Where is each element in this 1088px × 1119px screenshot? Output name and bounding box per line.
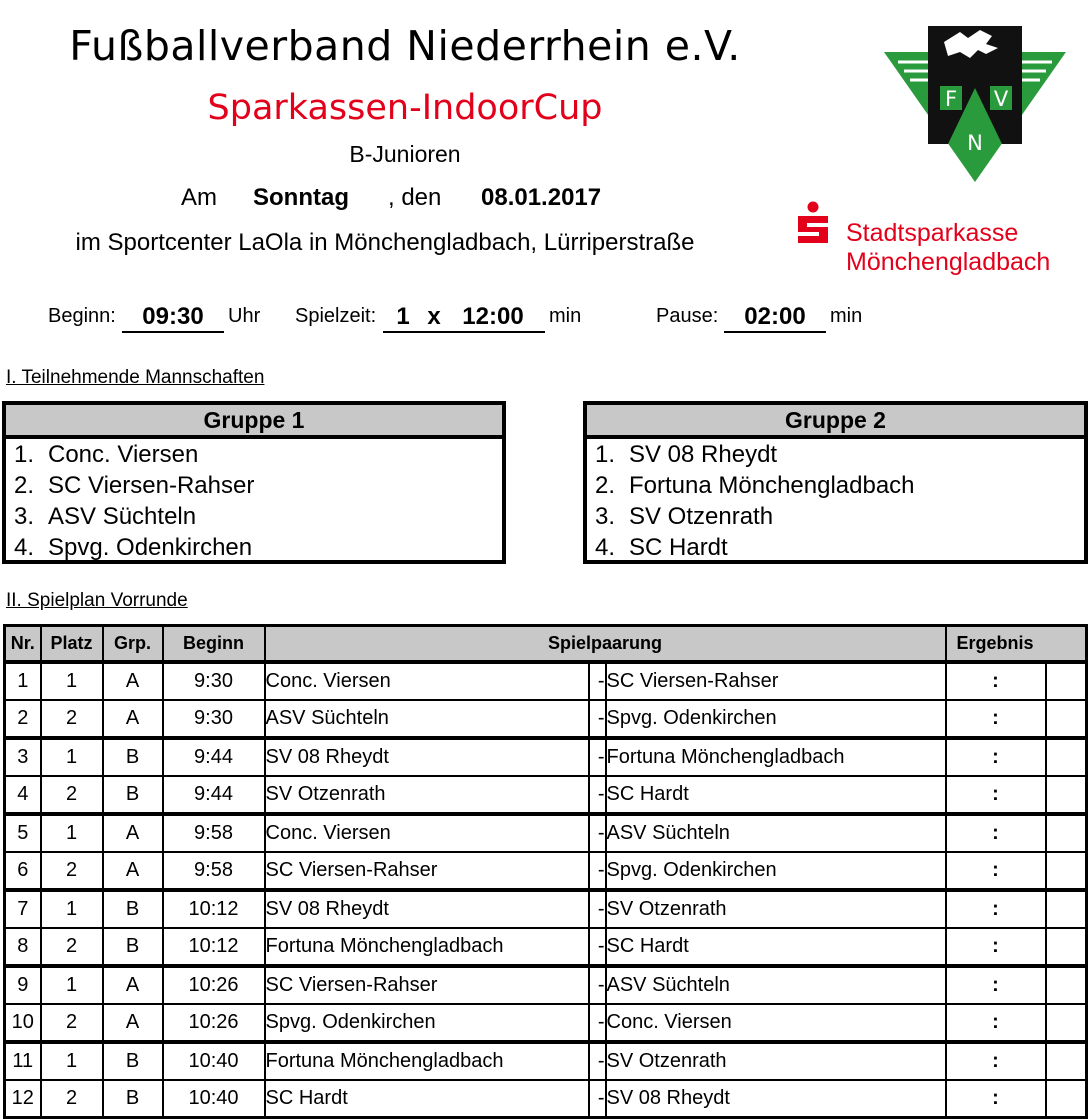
pairing-dash: - xyxy=(589,700,606,738)
away-team: SV Otzenrath xyxy=(606,1042,946,1080)
score-extra xyxy=(1046,1080,1087,1118)
home-team: SV 08 Rheydt xyxy=(265,890,589,928)
score-extra xyxy=(1046,928,1087,966)
match-nr: 9 xyxy=(5,966,41,1004)
match-time: 9:30 xyxy=(163,700,265,738)
away-team: SC Hardt xyxy=(606,928,946,966)
pairing-dash: - xyxy=(589,776,606,814)
match-platz: 1 xyxy=(41,890,103,928)
match-nr: 12 xyxy=(5,1080,41,1118)
match-platz: 2 xyxy=(41,776,103,814)
match-nr: 5 xyxy=(5,814,41,852)
match-time: 10:40 xyxy=(163,1042,265,1080)
table-row xyxy=(5,776,1087,814)
score-extra xyxy=(1046,662,1087,700)
match-group: A xyxy=(103,814,163,852)
am-label: Am xyxy=(181,184,217,211)
match-platz: 2 xyxy=(41,1080,103,1118)
group-2-team: 1. SV 08 Rheydt xyxy=(595,441,778,468)
match-group: A xyxy=(103,1004,163,1042)
home-team: SC Viersen-Rahser xyxy=(265,966,589,1004)
away-team: SC Viersen-Rahser xyxy=(606,662,946,700)
match-nr: 11 xyxy=(5,1042,41,1080)
match-nr: 6 xyxy=(5,852,41,890)
match-group: B xyxy=(103,738,163,776)
score-field[interactable]: : xyxy=(946,928,1046,966)
match-date: 08.01.2017 xyxy=(481,184,602,211)
match-platz: 1 xyxy=(41,814,103,852)
match-platz: 1 xyxy=(41,966,103,1004)
table-row xyxy=(5,966,1087,1004)
cup-subtitle: Sparkassen-IndoorCup xyxy=(207,88,603,128)
away-team: ASV Süchteln xyxy=(606,966,946,1004)
score-field[interactable]: : xyxy=(946,662,1046,700)
match-nr: 10 xyxy=(5,1004,41,1042)
match-group: A xyxy=(103,852,163,890)
sparkasse-s-icon xyxy=(794,201,832,245)
match-nr: 7 xyxy=(5,890,41,928)
match-platz: 1 xyxy=(41,662,103,700)
match-group: A xyxy=(103,966,163,1004)
pairing-dash: - xyxy=(589,738,606,776)
away-team: Conc. Viersen xyxy=(606,1004,946,1042)
playtime-unit: min xyxy=(549,305,582,327)
home-team: SC Hardt xyxy=(265,1080,589,1118)
score-extra xyxy=(1046,852,1087,890)
pause-value: 02:00 xyxy=(724,303,826,333)
schedule-table xyxy=(3,624,1088,1119)
logo-letter-n: N xyxy=(967,131,983,155)
col-beginn: Beginn xyxy=(163,626,265,663)
begin-label: Beginn: xyxy=(48,305,116,327)
group-1-box xyxy=(2,401,506,564)
match-nr: 3 xyxy=(5,738,41,776)
match-time: 10:40 xyxy=(163,1080,265,1118)
score-field[interactable]: : xyxy=(946,1080,1046,1118)
match-platz: 2 xyxy=(41,700,103,738)
match-time: 9:44 xyxy=(163,776,265,814)
home-team: Spvg. Odenkirchen xyxy=(265,1004,589,1042)
match-nr: 1 xyxy=(5,662,41,700)
table-row xyxy=(5,662,1087,700)
match-platz: 2 xyxy=(41,928,103,966)
score-field[interactable]: : xyxy=(946,738,1046,776)
age-group: B-Junioren xyxy=(349,141,461,167)
match-platz: 1 xyxy=(41,1042,103,1080)
pairing-dash: - xyxy=(589,928,606,966)
match-time: 9:30 xyxy=(163,662,265,700)
match-time: 10:12 xyxy=(163,890,265,928)
match-platz: 2 xyxy=(41,852,103,890)
table-row xyxy=(5,928,1087,966)
score-field[interactable]: : xyxy=(946,814,1046,852)
home-team: ASV Süchteln xyxy=(265,700,589,738)
score-field[interactable]: : xyxy=(946,890,1046,928)
away-team: Fortuna Mönchengladbach xyxy=(606,738,946,776)
home-team: Fortuna Mönchengladbach xyxy=(265,928,589,966)
col-pairing: Spielpaarung xyxy=(265,626,946,663)
group-2-box xyxy=(583,401,1088,564)
schedule-header-row xyxy=(5,626,1087,663)
match-time: 10:26 xyxy=(163,966,265,1004)
score-extra xyxy=(1046,814,1087,852)
logo-letter-f: F xyxy=(944,87,958,111)
pause-unit: min xyxy=(830,305,863,327)
table-row xyxy=(5,814,1087,852)
table-row xyxy=(5,890,1087,928)
match-group: A xyxy=(103,700,163,738)
match-platz: 1 xyxy=(41,738,103,776)
score-field[interactable]: : xyxy=(946,966,1046,1004)
home-team: SC Viersen-Rahser xyxy=(265,852,589,890)
score-extra xyxy=(1046,966,1087,1004)
group-2-title: Gruppe 2 xyxy=(587,405,1084,439)
table-row xyxy=(5,700,1087,738)
section-teams-heading: I. Teilnehmende Mannschaften xyxy=(6,367,265,388)
logo-letter-v: V xyxy=(993,87,1009,111)
table-row xyxy=(5,1004,1087,1042)
home-team: SV 08 Rheydt xyxy=(265,738,589,776)
match-time: 10:12 xyxy=(163,928,265,966)
away-team: SV 08 Rheydt xyxy=(606,1080,946,1118)
playtime-count: 1 xyxy=(396,303,410,330)
table-row xyxy=(5,1080,1087,1118)
pause-label: Pause: xyxy=(656,305,719,327)
match-time: 9:44 xyxy=(163,738,265,776)
score-extra xyxy=(1046,1042,1087,1080)
pairing-dash: - xyxy=(589,814,606,852)
score-field[interactable]: : xyxy=(946,1042,1046,1080)
group-2-team: 4. SC Hardt xyxy=(595,534,728,561)
away-team: SC Hardt xyxy=(606,776,946,814)
match-group: B xyxy=(103,928,163,966)
match-group: B xyxy=(103,890,163,928)
playtime-value: 12:00 xyxy=(462,303,524,330)
group-1-team: 4. Spvg. Odenkirchen xyxy=(14,534,253,561)
pairing-dash: - xyxy=(589,662,606,700)
group-1-team: 3. ASV Süchteln xyxy=(14,503,197,530)
group-1-team: 2. SC Viersen-Rahser xyxy=(14,472,255,499)
col-result: Ergebnis xyxy=(946,626,1087,663)
away-team: ASV Süchteln xyxy=(606,814,946,852)
home-team: Conc. Viersen xyxy=(265,814,589,852)
group-2-team: 3. SV Otzenrath xyxy=(595,503,774,530)
table-row xyxy=(5,1042,1087,1080)
group-1-team: 1. Conc. Viersen xyxy=(14,441,199,468)
sponsor-name-line1: Stadtsparkasse xyxy=(846,219,1019,247)
match-group: B xyxy=(103,776,163,814)
score-field[interactable]: : xyxy=(946,776,1046,814)
home-team: Fortuna Mönchengladbach xyxy=(265,1042,589,1080)
match-nr: 8 xyxy=(5,928,41,966)
table-row xyxy=(5,852,1087,890)
pairing-dash: - xyxy=(589,1042,606,1080)
document-title: Fußballverband Niederrhein e.V. xyxy=(69,22,741,70)
col-nr: Nr. xyxy=(5,626,41,663)
score-extra xyxy=(1046,1004,1087,1042)
match-time: 9:58 xyxy=(163,852,265,890)
match-nr: 2 xyxy=(5,700,41,738)
playtime-label: Spielzeit: xyxy=(295,305,377,327)
match-time: 10:26 xyxy=(163,1004,265,1042)
match-group: B xyxy=(103,1042,163,1080)
pairing-dash: - xyxy=(589,890,606,928)
sponsor-name-line2: Mönchengladbach xyxy=(846,248,1051,276)
match-time: 9:58 xyxy=(163,814,265,852)
den-label: , den xyxy=(388,184,442,211)
pairing-dash: - xyxy=(589,852,606,890)
match-group: B xyxy=(103,1080,163,1118)
score-extra xyxy=(1046,738,1087,776)
match-platz: 2 xyxy=(41,1004,103,1042)
pairing-dash: - xyxy=(589,1080,606,1118)
away-team: SV Otzenrath xyxy=(606,890,946,928)
begin-unit: Uhr xyxy=(228,305,261,327)
home-team: Conc. Viersen xyxy=(265,662,589,700)
section-schedule-heading: II. Spielplan Vorrunde xyxy=(6,590,188,611)
home-team: SV Otzenrath xyxy=(265,776,589,814)
match-day: Sonntag xyxy=(253,184,349,211)
col-grp: Grp. xyxy=(103,626,163,663)
group-1-title: Gruppe 1 xyxy=(6,405,502,439)
begin-value: 09:30 xyxy=(122,303,224,333)
score-extra xyxy=(1046,890,1087,928)
fvn-logo-icon xyxy=(882,24,1068,184)
pairing-dash: - xyxy=(589,1004,606,1042)
group-2-team: 2. Fortuna Mönchengladbach xyxy=(595,472,915,499)
match-group: A xyxy=(103,662,163,700)
table-row xyxy=(5,738,1087,776)
away-team: Spvg. Odenkirchen xyxy=(606,700,946,738)
score-extra xyxy=(1046,776,1087,814)
away-team: Spvg. Odenkirchen xyxy=(606,852,946,890)
playtime-x: x xyxy=(427,303,441,330)
venue: im Sportcenter LaOla in Mönchengladbach, Lürriperstraße xyxy=(75,229,695,256)
match-nr: 4 xyxy=(5,776,41,814)
score-extra xyxy=(1046,700,1087,738)
pairing-dash: - xyxy=(589,966,606,1004)
score-field[interactable]: : xyxy=(946,1004,1046,1042)
score-field[interactable]: : xyxy=(946,852,1046,890)
col-platz: Platz xyxy=(41,626,103,663)
score-field[interactable]: : xyxy=(946,700,1046,738)
